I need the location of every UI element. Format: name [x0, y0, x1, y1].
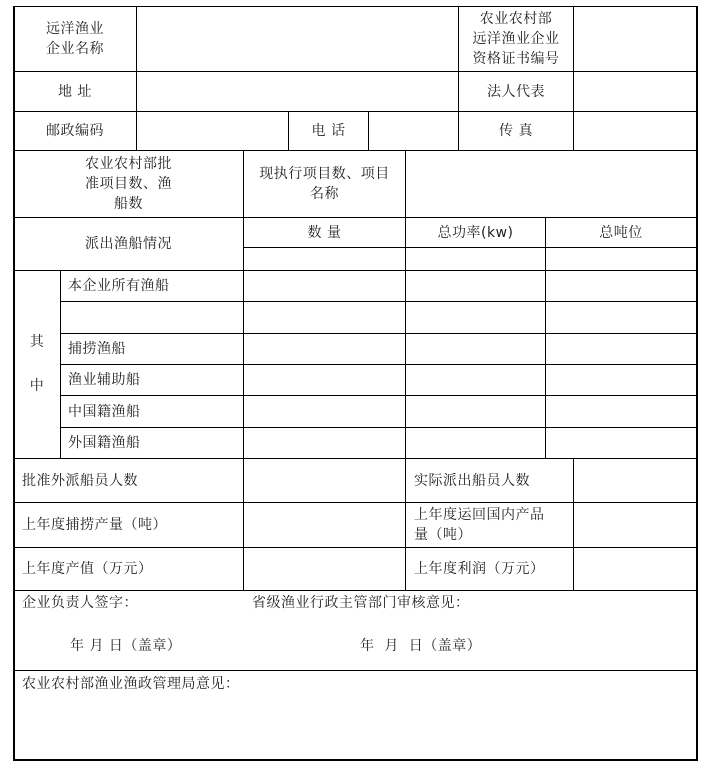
among-label-1: 其: [29, 334, 45, 350]
cert-number-field[interactable]: [574, 7, 696, 71]
last-year-catch-field[interactable]: [244, 503, 405, 547]
actual-crew-field[interactable]: [574, 459, 696, 502]
cert-number-label: 农业农村部 远洋渔业企业 资格证书编号: [472, 11, 560, 67]
col-tonnage: 总吨位: [599, 224, 643, 241]
col-power: 总功率(kw): [437, 224, 514, 241]
actual-crew-label: 实际派出船员人数: [414, 472, 530, 489]
phone-field[interactable]: [369, 112, 458, 150]
signature-date: 年 月 日（盖章）: [70, 638, 182, 654]
vessels-dispatched-label: 派出渔船情况: [85, 236, 172, 252]
col-quantity: 数 量: [307, 224, 342, 241]
current-projects-label: 现执行项目数、项目 名称: [259, 166, 390, 202]
last-year-value-label: 上年度产值（万元）: [22, 561, 153, 577]
postcode-label: 邮政编码: [46, 123, 104, 139]
approved-crew-label: 批准外派船员人数: [22, 472, 138, 489]
ministry-opinion-label: 农业农村部渔业渔政管理局意见：: [22, 676, 240, 692]
enterprise-name-field[interactable]: [137, 7, 458, 71]
row-blank: [68, 302, 243, 333]
last-year-profit-field[interactable]: [574, 548, 696, 590]
row-china-flag: 中国籍渔船: [68, 403, 141, 420]
among-label-2: 中: [29, 378, 45, 394]
approved-projects-label: 农业农村部批 准项目数、渔 船数: [85, 156, 172, 212]
provincial-date: 年 月 日（盖章）: [360, 638, 482, 654]
last-year-return-label: 上年度运回国内产品 量（吨）: [414, 507, 545, 543]
row-own-vessels: 本企业所有渔船: [68, 278, 170, 294]
last-year-catch-label: 上年度捕捞产量（吨）: [22, 517, 167, 533]
approved-crew-field[interactable]: [244, 459, 405, 502]
current-projects-field[interactable]: [406, 151, 696, 217]
legal-rep-label: 法人代表: [487, 83, 545, 100]
signature-label: 企业负责人签字：: [22, 595, 138, 611]
address-field[interactable]: [137, 72, 458, 111]
ministry-opinion-field[interactable]: [14, 698, 696, 758]
phone-label: 电 话: [311, 123, 346, 139]
last-year-value-field[interactable]: [244, 548, 405, 590]
last-year-return-field[interactable]: [574, 503, 696, 547]
row-aux-vessels: 渔业辅助船: [68, 372, 141, 388]
last-year-profit-label: 上年度利润（万元）: [414, 561, 545, 577]
postcode-field[interactable]: [137, 112, 288, 150]
fax-field[interactable]: [574, 112, 696, 150]
address-label: 地 址: [58, 83, 92, 100]
enterprise-name-label: 远洋渔业 企业名称: [46, 21, 104, 57]
legal-rep-field[interactable]: [574, 72, 696, 111]
fax-label: 传 真: [499, 123, 533, 139]
provincial-opinion-label: 省级渔业行政主管部门审核意见：: [252, 595, 470, 611]
row-foreign-flag: 外国籍渔船: [68, 435, 141, 451]
row-fishing-vessels: 捕捞渔船: [68, 341, 126, 357]
